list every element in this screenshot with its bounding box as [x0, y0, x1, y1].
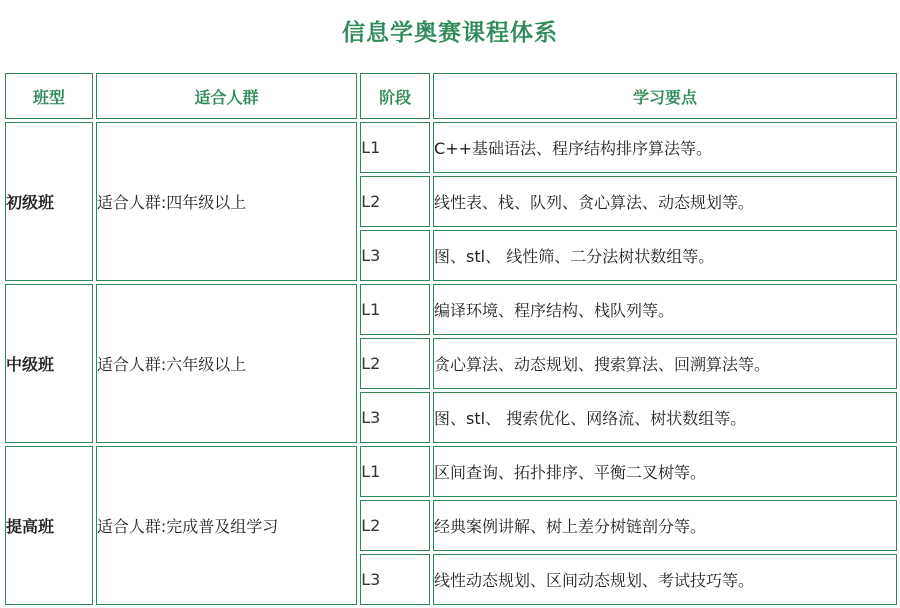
key-points-cell: 编译环境、程序结构、栈队列等。 — [433, 284, 897, 335]
key-points-cell: C++基础语法、程序结构排序算法等。 — [433, 122, 897, 173]
stage-cell: L1 — [360, 122, 430, 173]
class-name-intermediate: 中级班 — [5, 284, 93, 443]
header-class-type: 班型 — [5, 73, 93, 119]
stage-cell: L1 — [360, 284, 430, 335]
audience-advanced: 适合人群:完成普及组学习 — [96, 446, 357, 605]
stage-cell: L2 — [360, 500, 430, 551]
header-key-points: 学习要点 — [433, 73, 897, 119]
class-name-advanced: 提高班 — [5, 446, 93, 605]
key-points-cell: 图、stl、 线性筛、二分法树状数组等。 — [433, 230, 897, 281]
table-row — [5, 284, 897, 335]
class-name-beginner: 初级班 — [5, 122, 93, 281]
key-points-cell: 经典案例讲解、树上差分树链剖分等。 — [433, 500, 897, 551]
key-points-cell: 贪心算法、动态规划、搜索算法、回溯算法等。 — [433, 338, 897, 389]
key-points-cell: 区间查询、拓扑排序、平衡二叉树等。 — [433, 446, 897, 497]
key-points-cell: 图、stl、 搜索优化、网络流、树状数组等。 — [433, 392, 897, 443]
stage-cell: L1 — [360, 446, 430, 497]
key-points-cell: 线性动态规划、区间动态规划、考试技巧等。 — [433, 554, 897, 605]
audience-intermediate: 适合人群:六年级以上 — [96, 284, 357, 443]
key-points-cell: 线性表、栈、队列、贪心算法、动态规划等。 — [433, 176, 897, 227]
stage-cell: L3 — [360, 392, 430, 443]
stage-cell: L2 — [360, 338, 430, 389]
header-row — [5, 73, 897, 119]
table-row — [5, 122, 897, 173]
page-title: 信息学奥赛课程体系 — [342, 20, 558, 46]
curriculum-table — [2, 70, 900, 608]
stage-cell: L3 — [360, 554, 430, 605]
stage-cell: L2 — [360, 176, 430, 227]
stage-cell: L3 — [360, 230, 430, 281]
audience-beginner: 适合人群:四年级以上 — [96, 122, 357, 281]
header-stage: 阶段 — [360, 73, 430, 119]
header-audience: 适合人群 — [96, 73, 357, 119]
table-row — [5, 446, 897, 497]
